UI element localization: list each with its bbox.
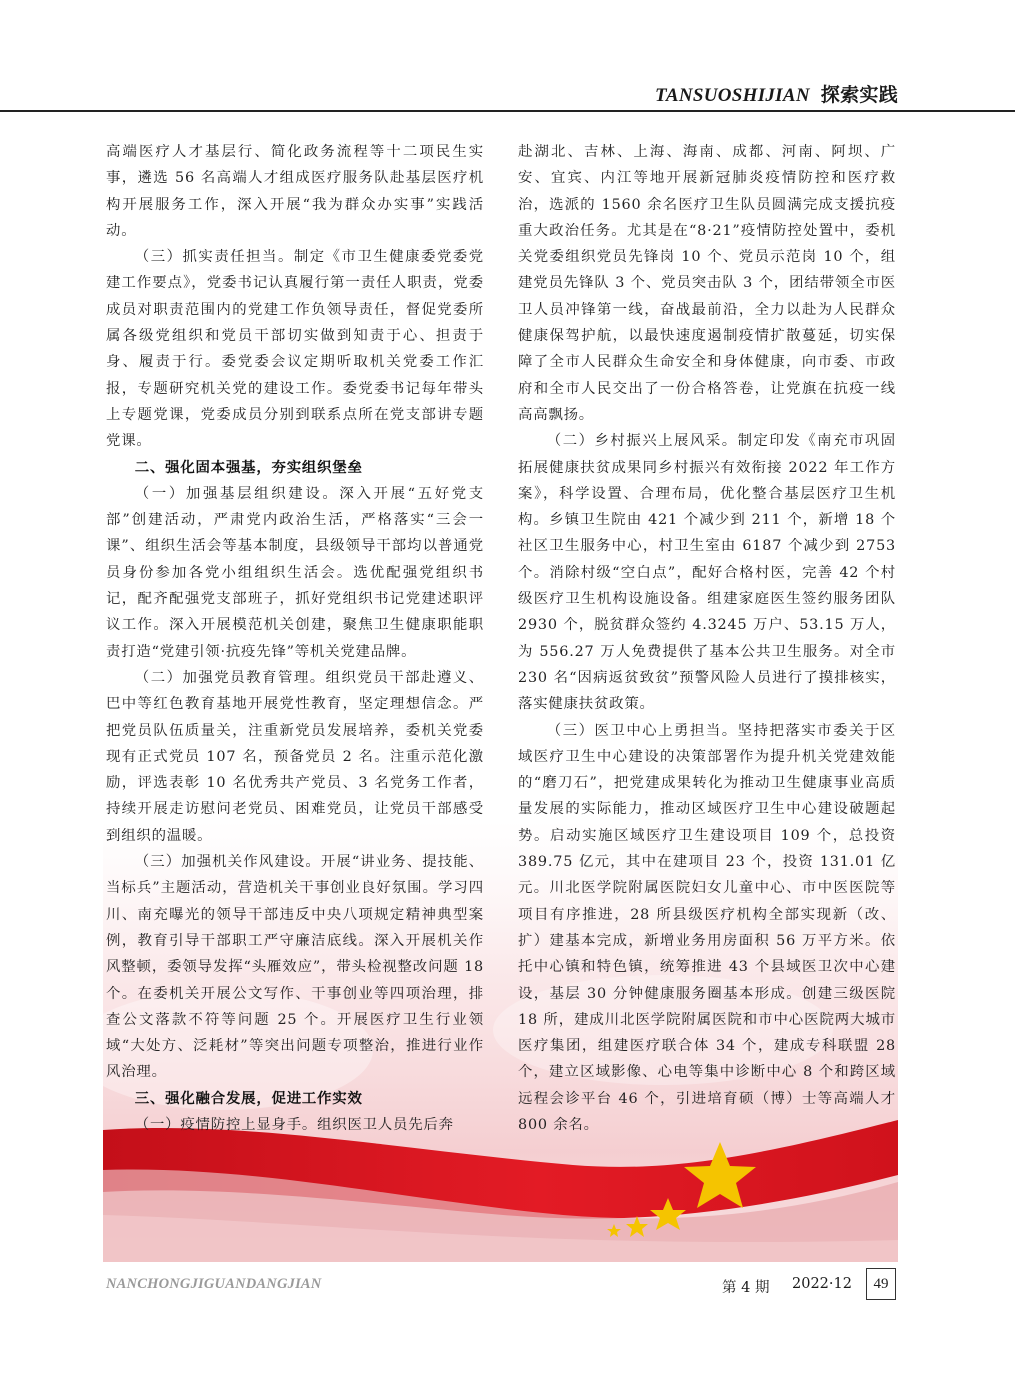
left-column bbox=[106, 139, 484, 1138]
section-title-latin: TANSUOSHIJIAN bbox=[654, 85, 810, 106]
paragraph: （二）乡村振兴上展风采。制定印发《南充市巩固拓展健康扶贫成果同乡村振兴有效衔接 2022 年工作方案》，科学设置、合理布局，优化整合基层医疗卫生机构。乡镇卫生院由 421 个减少到 211 个，新增 18 个社区卫生服务中心，村卫生室由 6187 个减少到 2753 个。消除村级“空白点”，配好合格村医，完善 42 个村级医疗卫生机构设施设备。组建家庭医生签约服务团队 2930 个，脱贫群众签约 4.3245 万户、53.15 万人，为 556.27 万人免费提供了基本公共卫生服务。对全市 230 名“因病返贫致贫”预警风险人员进行了摸排核实，落实健康扶贫政策。 bbox=[518, 433, 896, 713]
section-title-chinese: 探索实践 bbox=[820, 84, 898, 106]
paragraph: （三）加强机关作风建设。开展“讲业务、提技能、当标兵”主题活动，营造机关干事创业良好氛围。学习四川、南充曝光的领导干部违反中央八项规定精神典型案例，教育引导干部职工严守廉洁底线。深入开展机关作风整顿，委领导发挥“头雁效应”，带头检视整改问题 18 个。在委机关开展公文写作、干事创业等四项治理，排查公文落款不符等问题 25 个。开展医疗卫生行业领域“大处方、泛耗材”等突出问题专项整治，推进行业作风治理。 bbox=[106, 854, 484, 1081]
section-heading: 三、强化融合发展，促进工作实效 bbox=[134, 1090, 363, 1107]
paragraph: 高端医疗人才基层行、简化政务流程等十二项民生实事，遴选 56 名高端人才组成医疗服务队赴基层医疗机构开展服务工作，深入开展“我为群众办实事”实践活动。 bbox=[106, 144, 484, 239]
issue-number: 第 4 期 bbox=[722, 1280, 770, 1296]
section-heading: 二、强化固本强基，夯实组织堡垒 bbox=[134, 459, 363, 476]
paragraph: （二）加强党员教育管理。组织党员干部赴遵义、巴中等红色教育基地开展党性教育，坚定理想信念。严把党员队伍质量关，注重新党员发展培养，委机关党委现有正式党员 107 名，预备党员 2 名。注重示范化激励，评选表彰 10 名优秀共产党员、3 名党务工作者，持续开展走访慰问老党员、困难党员，让党员干部感受到组织的温暖。 bbox=[106, 669, 484, 844]
right-column bbox=[518, 139, 896, 1138]
paragraph: （三）抓实责任担当。制定《市卫生健康委党委党建工作要点》，党委书记认真履行第一责任人职责，党委成员对职责范围内的党建工作负领导责任，督促党委所属各级党组织和党员干部切实做到知责于心、担责于身、履责于行。委党委会议定期听取机关党委工作汇报，专题研究机关党的建设工作。委党委书记每年带头上专题党课，党委成员分别到联系点所在党支部讲专题党课。 bbox=[106, 249, 484, 450]
paragraph: （三）医卫中心上勇担当。坚持把落实市委关于区域医疗卫生中心建设的决策部署作为提升机关党建效能的“磨刀石”，把党建成果转化为推动卫生健康事业高质量发展的实际能力，推动区域医疗卫生中心建设破题起势。启动实施区域医疗卫生建设项目 109 个，总投资 389.75 亿元，其中在建项目 23 个，投资 131.01 亿元。川北医学院附属医院妇女儿童中心、市中医医院等项目有序推进，28 所县级医疗机构全部实现新（改、扩）建基本完成，新增业务用房面积 56 万平方米。依托中心镇和特色镇，统筹推进 43 个县域医卫次中心建设，基层 30 分钟健康服务圈基本形成。创建三级医院 18 所，建成川北医学院附属医院和市中心医院两大城市医疗集团，组建医疗联合体 34 个，建成专科联盟 28 个，建立区域影像、心电等集中诊断中心 8 个和跨区域远程会诊平台 46 个，引进培育硕（博）士等高端人才 800 余名。 bbox=[518, 722, 896, 1133]
page-number: 49 bbox=[866, 1268, 896, 1300]
issue-date: 2022·12 bbox=[792, 1276, 852, 1292]
paragraph: （一）加强基层组织建设。深入开展“五好党支部”创建活动，严肃党内政治生活，严格落实“三会一课”、组织生活会等基本制度，县级领导干部均以普通党员身份参加各党小组组织生活会。选优配强党组织书记，配齐配强党支部班子，抓好党组织书记党建述职评议工作。深入开展模范机关创建，聚焦卫生健康职能职责打造“党建引领·抗疫先锋”等机关党建品牌。 bbox=[106, 485, 484, 660]
paragraph: （一）疫情防控上显身手。组织医卫人员先后奔 bbox=[134, 1116, 454, 1133]
paragraph: 赴湖北、吉林、上海、海南、成都、河南、阿坝、广安、宜宾、内江等地开展新冠肺炎疫情防控和医疗救治，选派的 1560 余名医疗卫生队员圆满完成支援抗疫重大政治任务。尤其是在“8·21”疫情防控处置中，委机关党委组织党员先锋岗 10 个、党员示范岗 10 个，组建党员先锋队 3 个、党员突击队 3 个，团结带领全市医卫人员冲锋第一线，奋战最前沿，全力以赴为人民群众健康保驾护航，以最快速度遏制疫情扩散蔓延，切实保障了全市人民群众生命安全和身体健康，向市委、市政府和全市人民交出了一份合格答卷，让党旗在抗疫一线高高飘扬。 bbox=[518, 144, 896, 423]
section-title bbox=[655, 80, 898, 110]
magazine-name: NANCHONGJIGUANDANGJIAN bbox=[106, 1276, 322, 1292]
header-rule bbox=[0, 110, 1015, 112]
